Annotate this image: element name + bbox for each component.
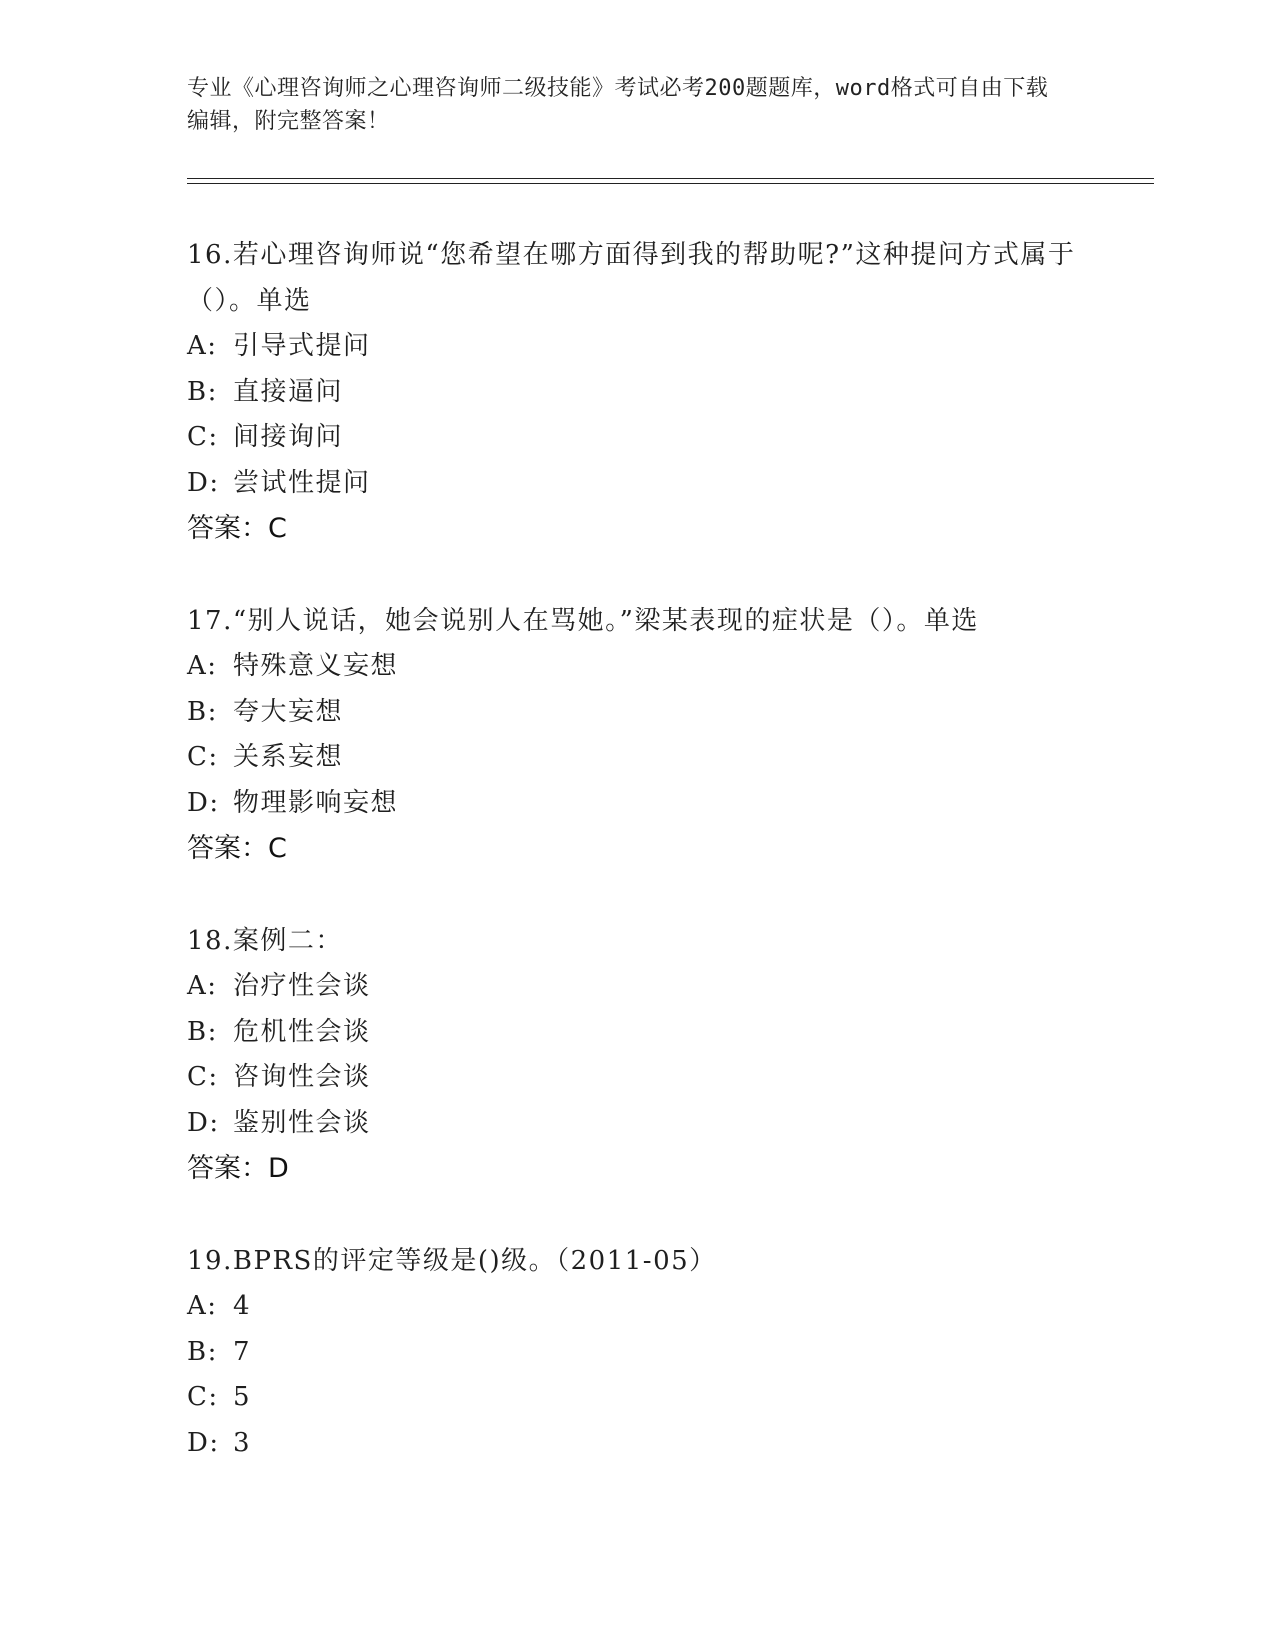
option-b xyxy=(187,690,1087,736)
option-key: C: xyxy=(187,1382,219,1412)
option-key: D: xyxy=(187,1107,220,1138)
option-c xyxy=(187,735,1087,781)
option-text: 引导式提问 xyxy=(233,331,371,361)
question-19 xyxy=(187,1238,1087,1466)
option-key: D: xyxy=(187,787,220,818)
option-a xyxy=(187,324,1087,370)
option-key: C: xyxy=(187,1062,219,1092)
option-key: C: xyxy=(187,422,219,452)
option-key: D: xyxy=(187,467,220,498)
option-text: 直接逼问 xyxy=(233,376,344,407)
option-text: 特殊意义妄想 xyxy=(233,651,399,681)
document-header: 专业《心理咨询师之心理咨询师二级技能》考试必考200题题库，word格式可自由下载编辑，附完整答案！ xyxy=(187,76,1049,134)
option-key: B: xyxy=(187,1336,218,1367)
option-text: 物理影响妄想 xyxy=(233,787,399,818)
header-divider-top xyxy=(187,178,1154,179)
option-a xyxy=(187,1284,1087,1330)
question-stem: 17.“别人说话，她会说别人在骂她。”梁某表现的症状是（）。单选 xyxy=(187,606,979,636)
question-stem: 16.若心理咨询师说“您希望在哪方面得到我的帮助呢?”这种提问方式属于（）。单选 xyxy=(187,240,1076,316)
option-text: 鉴别性会谈 xyxy=(233,1107,371,1138)
option-key: A: xyxy=(187,331,218,361)
option-d xyxy=(187,781,1087,827)
option-key: B: xyxy=(187,1016,218,1047)
option-key: B: xyxy=(187,696,218,727)
option-text: 尝试性提问 xyxy=(233,467,371,498)
question-stem: 18.案例二： xyxy=(187,926,343,956)
option-text: 7 xyxy=(233,1336,252,1367)
question-17 xyxy=(187,598,1087,872)
option-text: 间接询问 xyxy=(233,422,344,452)
option-c xyxy=(187,1055,1087,1101)
option-d xyxy=(187,1421,1087,1467)
option-key: D: xyxy=(187,1427,220,1458)
option-b xyxy=(187,1330,1087,1376)
answer-line: 答案：C xyxy=(187,833,287,864)
answer-line: 答案：D xyxy=(187,1153,289,1184)
answer-line: 答案：C xyxy=(187,513,287,544)
option-text: 5 xyxy=(233,1382,252,1412)
option-c xyxy=(187,1375,1087,1421)
option-b xyxy=(187,1010,1087,1056)
option-key: A: xyxy=(187,1291,218,1321)
option-key: A: xyxy=(187,651,218,681)
option-d xyxy=(187,461,1087,507)
question-18 xyxy=(187,918,1087,1192)
option-text: 3 xyxy=(233,1427,252,1458)
option-key: B: xyxy=(187,376,218,407)
option-text: 危机性会谈 xyxy=(233,1016,371,1047)
option-c xyxy=(187,415,1087,461)
option-text: 4 xyxy=(233,1291,252,1321)
option-text: 咨询性会谈 xyxy=(233,1062,371,1092)
option-key: C: xyxy=(187,742,219,772)
question-16 xyxy=(187,232,1087,552)
option-text: 治疗性会谈 xyxy=(233,971,371,1001)
header-divider-bottom xyxy=(187,183,1154,184)
question-stem: 19.BPRS的评定等级是()级。（2011-05） xyxy=(187,1246,717,1276)
option-a xyxy=(187,644,1087,690)
option-b xyxy=(187,370,1087,416)
question-list xyxy=(187,232,1087,1512)
option-text: 夸大妄想 xyxy=(233,696,344,727)
option-d xyxy=(187,1101,1087,1147)
option-a xyxy=(187,964,1087,1010)
option-key: A: xyxy=(187,971,218,1001)
option-text: 关系妄想 xyxy=(233,742,344,772)
